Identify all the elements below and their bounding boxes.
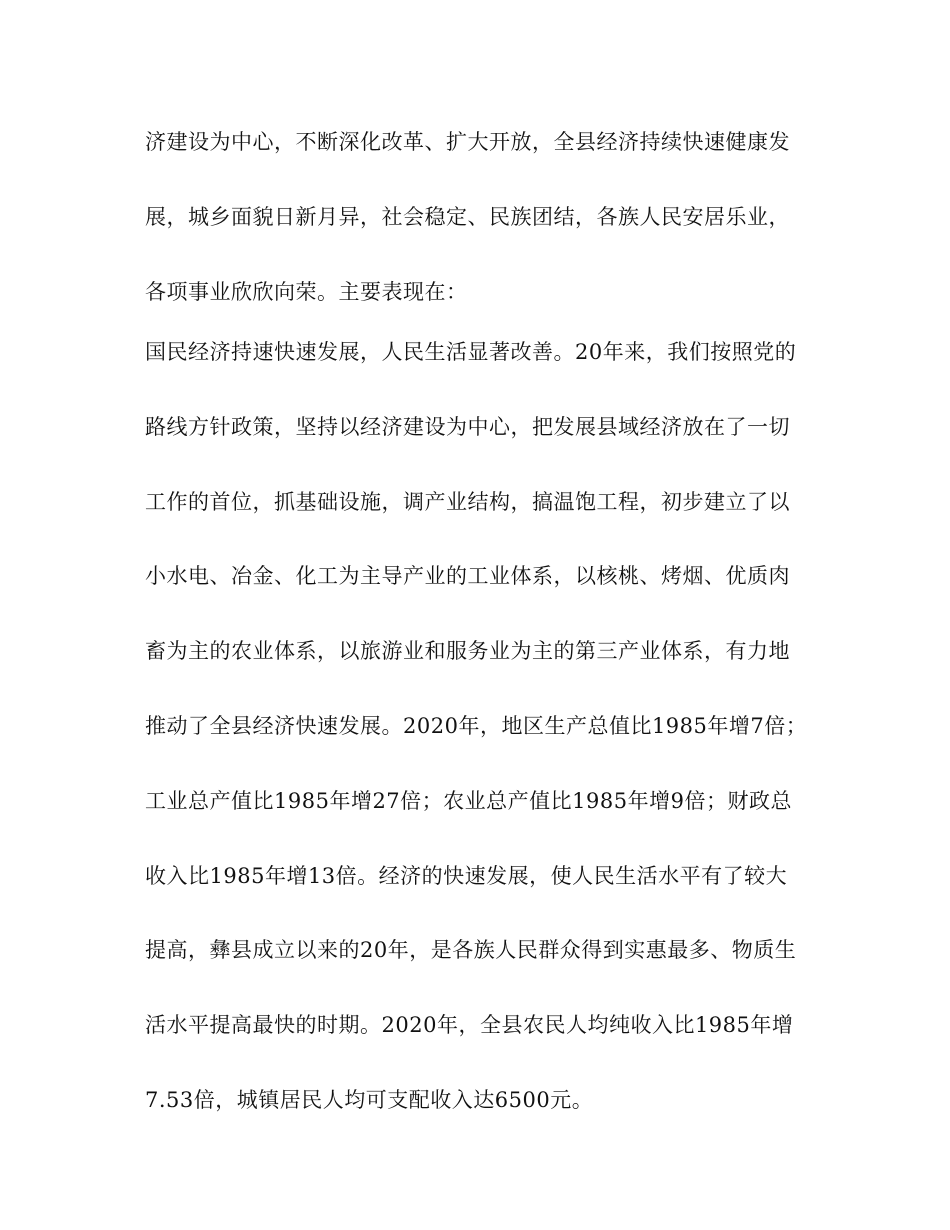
text-line: 小水电、冶金、化工为主导产业的工业体系，以核桃、烤烟、优质肉 xyxy=(145,564,790,588)
text-line: 工业总产值比1985年增27倍；农业总产值比1985年增9倍；财政总 xyxy=(145,789,792,813)
text-line: 国民经济持速快速发展，人民生活显著改善。20年来，我们按照党的 xyxy=(145,340,797,364)
text-line: 路线方针政策，坚持以经济建设为中心，把发展县域经济放在了一切 xyxy=(145,415,790,439)
text-line: 活水平提高最快的时期。2020年，全县农民人均纯收入比1985年增 xyxy=(145,1013,794,1037)
text-line: 提高，彝县成立以来的20年，是各族人民群众得到实惠最多、物质生 xyxy=(145,938,797,962)
text-line: 7.53倍，城镇居民人均可支配收入达6500元。 xyxy=(145,1088,594,1112)
text-line: 推动了全县经济快速发展。2020年，地区生产总值比1985年增7倍； xyxy=(145,714,808,738)
text-line: 畜为主的农业体系，以旅游业和服务业为主的第三产业体系，有力地 xyxy=(145,639,790,663)
text-line: 展，城乡面貌日新月异，社会稳定、民族团结，各族人民安居乐业， xyxy=(145,205,790,229)
text-line: 收入比1985年增13倍。经济的快速发展，使人民生活水平有了较大 xyxy=(145,864,788,888)
text-line: 各项事业欣欣向荣。主要表现在： xyxy=(145,280,468,304)
text-line: 济建设为中心，不断深化改革、扩大开放，全县经济持续快速健康发 xyxy=(145,130,790,154)
text-line: 工作的首位，抓基础设施，调产业结构，搞温饱工程，初步建立了以 xyxy=(145,490,790,514)
